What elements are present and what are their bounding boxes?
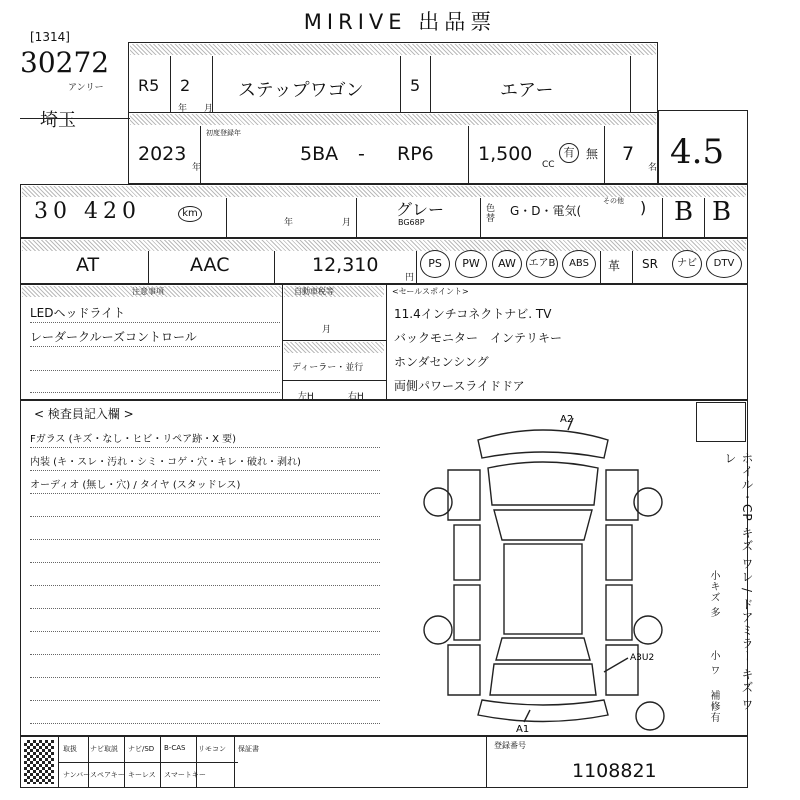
left-rear-door: [454, 585, 480, 640]
first-reg-year: 2023: [138, 143, 187, 165]
mark-a3u2-line: [604, 658, 628, 672]
left-front-door: [454, 525, 480, 580]
doors: 5: [410, 76, 421, 95]
mileage: 30 420: [34, 199, 141, 224]
equip-leather: 革: [608, 259, 621, 273]
ari-circle: 有: [559, 143, 579, 163]
sales-item: 両側パワースライドドア: [394, 379, 525, 393]
note-item: レーダークルーズコントロール: [30, 330, 197, 344]
legend-small-1: 小キズ 多: [708, 570, 719, 619]
dealer-label: ディーラー・並行: [292, 363, 364, 373]
rear-bumper: [478, 700, 608, 722]
interior-line: 内装 (キ・スレ・汚れ・シミ・コゲ・穴・キレ・破れ・剥れ): [30, 457, 301, 468]
reg-header: 自動車税等: [284, 286, 384, 297]
legend-small-2: 小 ワ: [708, 650, 719, 677]
glass-line: Fガラス (キズ・なし・ヒビ・リペア跡・X 要): [30, 434, 237, 445]
audio-line: オーディオ (無し・穴) / タイヤ (スタッドレス): [30, 480, 241, 491]
equip-abs: ABS: [562, 250, 596, 278]
wheel-rear-left: [424, 616, 452, 644]
footer-cell: キーレス: [128, 771, 156, 779]
model-code: RP6: [397, 143, 434, 165]
model-name: ステップワゴン: [238, 80, 364, 101]
mark-a3u2: A3U2: [630, 653, 655, 663]
interior-grade: B: [674, 197, 694, 227]
footer-cell: B-CAS: [164, 744, 186, 752]
sales-item: 11.4インチコネクトナビ. TV: [394, 307, 552, 321]
tailgate: [490, 664, 596, 695]
spare-wheel: [636, 702, 664, 730]
windshield: [494, 510, 592, 540]
right-front-door: [606, 525, 632, 580]
footer-cell: 保証書: [238, 745, 259, 753]
exterior-grade: B: [712, 197, 732, 227]
mark-a1: A1: [516, 724, 530, 735]
footer-cell: リモコン: [198, 745, 226, 753]
legend-repair: 補修有: [708, 690, 719, 723]
footer-cell: 取扱: [63, 745, 77, 753]
wheel-rear-right: [634, 616, 662, 644]
legend-text: ホイル・CP キズ ワレ / ドアミラー キズ ワレ: [723, 452, 754, 712]
mission: AT: [76, 254, 100, 276]
reg-number-label: 登録番号: [494, 741, 526, 750]
qr-code: [24, 740, 54, 784]
note-item: LEDヘッドライト: [30, 306, 126, 320]
aircon: AAC: [190, 254, 230, 276]
engine-cc: 1,500: [478, 143, 533, 165]
color-code: BG68P: [398, 218, 425, 227]
equip-navi: ナビ: [672, 250, 702, 278]
equip-aw: AW: [492, 250, 522, 278]
equip-sr: SR: [642, 257, 658, 271]
inspector-header: < 検査員記入欄 >: [34, 407, 134, 421]
reg-number: 1108821: [572, 760, 657, 782]
price: 12,310: [312, 254, 379, 276]
right-front-fender: [606, 470, 638, 520]
sales-header: <セールスポイント>: [392, 287, 469, 296]
footer-cell: スマートキー: [164, 771, 206, 779]
footer-cell: ナンバー: [63, 771, 91, 779]
notes-header: 注意事項: [22, 286, 282, 297]
document-title: MIRIVE 出品票: [303, 10, 497, 34]
seats: 7: [622, 143, 635, 165]
footer-cell: ナビ/SD: [128, 745, 155, 753]
mark-a2: A2: [560, 414, 574, 425]
left-front-fender: [448, 470, 480, 520]
era: R5: [138, 76, 160, 95]
lot-note: アンリー: [68, 83, 104, 93]
equip-dtv: DTV: [706, 250, 742, 278]
sales-item: バックモニター インテリキー: [394, 331, 563, 345]
type-code: 5BA: [300, 143, 339, 165]
rear-glass: [496, 638, 590, 660]
lot-number: 30272: [20, 46, 110, 79]
footer-cell: スペアキー: [90, 771, 125, 779]
color: グレー: [396, 200, 445, 219]
sales-item: ホンダセンシング: [394, 355, 489, 369]
car-diagram: [418, 410, 668, 735]
lot-region: 埼玉: [40, 110, 76, 131]
right-rear-door: [606, 585, 632, 640]
hood: [488, 462, 598, 505]
grade: エアー: [500, 80, 554, 101]
km-circle: km: [178, 206, 202, 222]
left-rear-fender: [448, 645, 480, 695]
equip-pw: PW: [455, 250, 487, 278]
month: 2: [180, 76, 191, 95]
lot-code: [1314]: [30, 30, 70, 44]
equip-ps: PS: [420, 250, 450, 278]
front-bumper: [478, 430, 608, 458]
mark-a1-line: [524, 710, 530, 722]
footer-cell: ナビ取説: [90, 745, 118, 753]
score: 4.5: [670, 132, 725, 172]
equip-airbag: エアB: [526, 250, 558, 278]
roof: [504, 544, 582, 634]
